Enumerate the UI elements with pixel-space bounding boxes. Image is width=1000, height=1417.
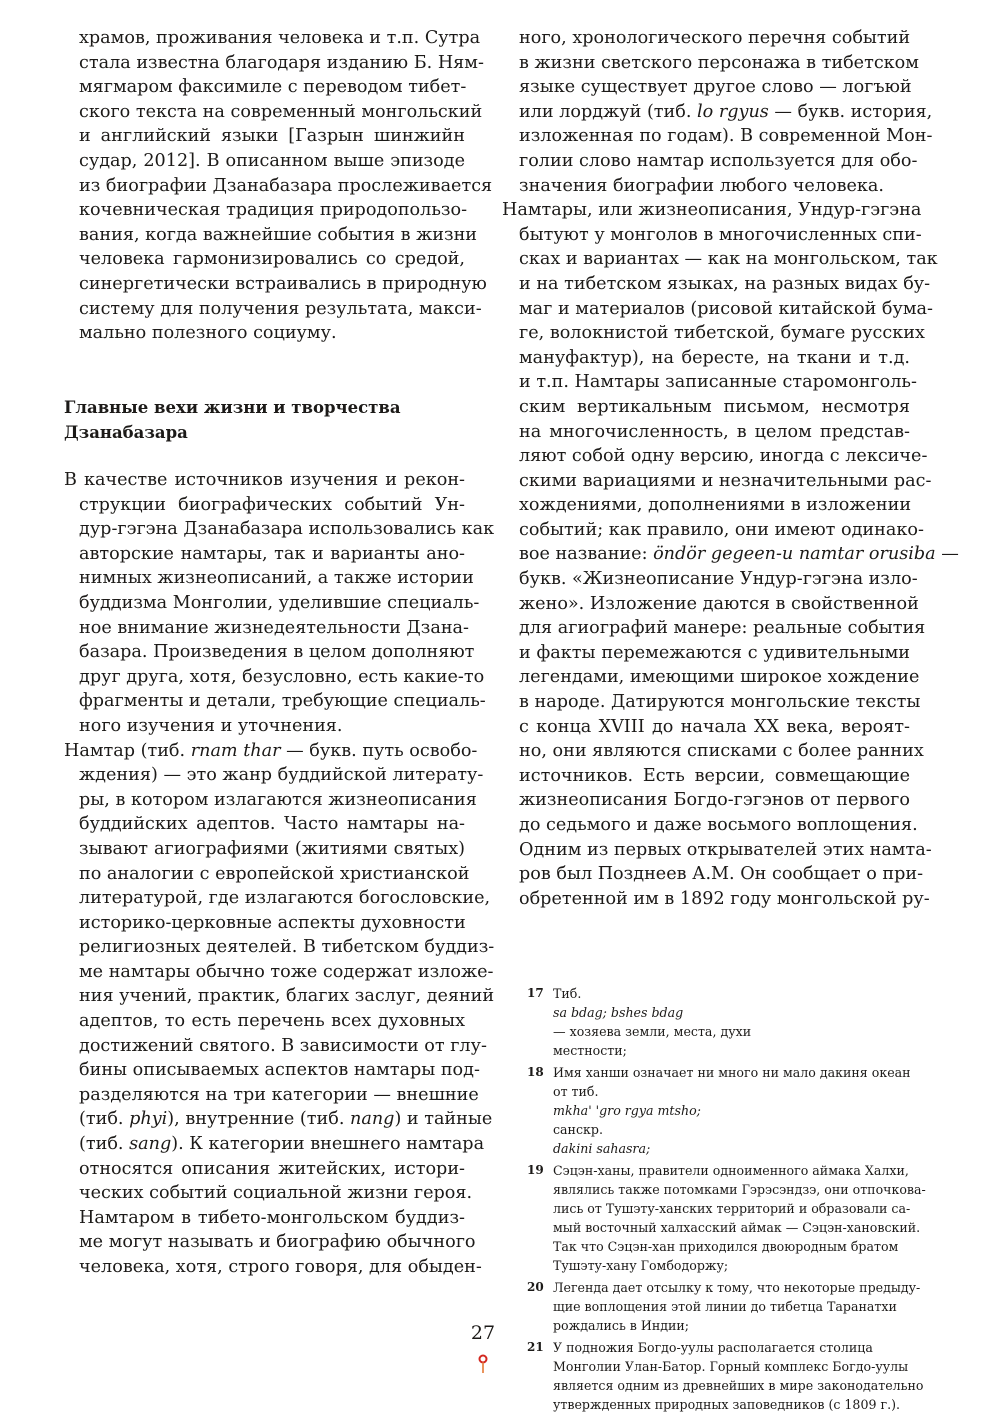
- text-line: [497, 100, 933, 125]
- text-run: ), внутренние (тиб.: [167, 1109, 351, 1130]
- text-line: [497, 542, 959, 567]
- text-line: в жизни светского персонажа в тибетском: [519, 52, 919, 73]
- mongolian-title: öndör gegeen-u namtar orusiba: [653, 544, 936, 565]
- text-line: человека, хотя, строго говоря, для обыден-: [79, 1257, 482, 1277]
- left-column-intro: [64, 26, 493, 346]
- text-run: — хозяева земли, места, духи: [553, 1024, 752, 1039]
- footnote-number: 18: [527, 1065, 544, 1079]
- page-number: 27: [470, 1322, 496, 1344]
- text-line: синергетически встраивались в природную: [79, 273, 487, 294]
- footnote-line: [553, 984, 751, 1041]
- text-line: струкции биографических событий Ун-: [79, 494, 465, 515]
- text-run: ) и тайные: [394, 1109, 493, 1130]
- footnote-text: [553, 1161, 926, 1275]
- text-line: ге, волокнистой тибетской, бумаге русских: [519, 323, 925, 344]
- footnote-line: Монголии Улан-Батор. Горный комплекс Богдо-уулы: [553, 1359, 909, 1374]
- text-run: вое название:: [519, 544, 654, 565]
- pin-marker-icon: [478, 1354, 488, 1373]
- text-run: (тиб.: [79, 1134, 130, 1155]
- footnote-number: 19: [527, 1163, 544, 1177]
- pin-marker-head: [480, 1356, 487, 1363]
- footnote-line: лись от Тушэту-ханских территорий и образовали са-: [553, 1201, 911, 1216]
- text-line: хождениями, дополнениями в изложении: [519, 495, 912, 516]
- text-line: ским вертикальным письмом, несмотря: [519, 396, 910, 417]
- right-column: [497, 26, 959, 911]
- tibetan-term: nang: [350, 1109, 395, 1130]
- text-line: языке существует другое слово — логъюй: [519, 77, 912, 98]
- footnote-text: [553, 1063, 911, 1158]
- footnote-number: 21: [527, 1340, 544, 1354]
- text-line: кочевническая традиция природопользо-: [79, 200, 468, 221]
- text-run: — букв. история,: [768, 101, 933, 122]
- text-line: буддийских адептов. Часто намтары на-: [79, 814, 465, 835]
- text-line: мануфактур), на бересте, на ткани и т.д.: [519, 347, 910, 368]
- text-line: зывают агиографиями (житиями святых): [79, 838, 465, 859]
- footnote-line: Имя ханши означает ни много ни мало дакиня океан: [553, 1065, 911, 1080]
- text-line: обретенной им в 1892 году монгольской ру-: [519, 888, 930, 909]
- text-line: ры, в котором излагаются жизнеописания: [79, 789, 477, 810]
- text-line: в народе. Датируются монгольские тексты: [519, 692, 921, 713]
- text-line: и английский языки [Газрын шинжийн: [79, 126, 465, 147]
- text-line: историко-церковные аспекты духовности: [79, 912, 466, 933]
- text-line: и т.п. Намтары записанные старомонголь-: [519, 372, 917, 393]
- footnote-line: У подножия Богдо-уулы располагается столица: [553, 1340, 873, 1355]
- text-line: систему для получения результата, макси-: [79, 298, 482, 319]
- text-line: значения биографии любого человека.: [519, 175, 884, 196]
- text-line: легендами, имеющими широкое хождение: [519, 667, 920, 688]
- footnote-text: [553, 1278, 920, 1335]
- text-line: религиозных деятелей. В тибетском буддиз-: [79, 937, 495, 958]
- footnote-number: 17: [527, 986, 544, 1000]
- text-line: достижений святого. В зависимости от глу-: [79, 1035, 487, 1056]
- footnote-17: [527, 984, 912, 1060]
- sources-paragraph: [64, 468, 495, 739]
- text-line: жено». Изложение даются в свойственной: [519, 593, 919, 614]
- text-run: — букв. путь освобо-: [280, 740, 478, 761]
- text-line: [64, 1132, 485, 1157]
- text-line: базара. Произведения в целом дополняют: [79, 642, 475, 663]
- text-run: ). К категории внешнего намтара: [171, 1134, 485, 1155]
- text-line: ского текста на современный монгольский: [79, 101, 483, 122]
- text-run: —: [935, 544, 959, 565]
- footnote-line: рождались в Индии;: [553, 1318, 690, 1333]
- text-line: человека гармонизировались со средой,: [79, 249, 465, 270]
- text-line: Намтаром в тибето-монгольском буддиз-: [79, 1207, 465, 1228]
- tibetan-term: sang: [129, 1134, 172, 1155]
- text-line: Намтары, или жизнеописания, Ундур-гэгэна: [502, 200, 922, 221]
- intro-paragraph: [64, 26, 493, 346]
- text-line: вания, когда важнейшие события в жизни: [79, 224, 478, 245]
- text-line: до седьмого и даже восьмого воплощения.: [519, 815, 918, 835]
- text-line: стала известна благодаря изданию Б. Ням-: [79, 52, 484, 73]
- variants-paragraph: [497, 198, 959, 911]
- text-line: [64, 1107, 493, 1132]
- sanskrit-term: dakini sahasra;: [553, 1141, 651, 1156]
- footnotes: [527, 984, 926, 1417]
- footnote-line: местности;: [553, 1043, 627, 1058]
- text-line: событий; как правило, они имеют одинако-: [519, 519, 924, 540]
- tibetan-term: rnam thar: [190, 740, 281, 761]
- text-line: судар, 2012]. В описанном выше эпизоде: [79, 150, 465, 171]
- text-line: и на тибетском языках, на разных видах бу-: [519, 273, 931, 294]
- text-run: санскр.: [553, 1122, 603, 1137]
- text-line: ме намтары обычно тоже содержат изложе-: [79, 961, 494, 982]
- text-line: Одним из первых открывателей этих намта-: [519, 839, 932, 860]
- footnote-line: является одним из древнейших в мире законодательно: [553, 1378, 924, 1393]
- footnote-line: являлись также потомками Гэрэсэндзэ, они отпочкова-: [553, 1182, 926, 1197]
- text-line: ное внимание жизнедеятельности Дзана-: [79, 617, 469, 638]
- tibetan-term: phyi: [129, 1109, 168, 1130]
- left-column-body: [64, 468, 495, 1280]
- text-line: ческих событий социальной жизни героя.: [79, 1183, 473, 1204]
- text-run: Тиб.: [553, 986, 582, 1001]
- tibetan-term: sa bdag; bshes bdag: [553, 1005, 684, 1020]
- text-line: авторские намтары, так и варианты ано-: [79, 543, 465, 564]
- text-line: В качестве источников изучения и рекон-: [64, 470, 465, 490]
- heading-line: Дзанабазара: [64, 422, 188, 442]
- text-line: относятся описания житейских, истори-: [79, 1158, 465, 1179]
- text-line: нимных жизнеописаний, а также истории: [79, 568, 474, 589]
- text-line: буддизма Монголии, уделившие специаль-: [79, 592, 480, 613]
- text-line: маг и материалов (рисовой китайской бума-: [519, 298, 933, 319]
- footnote-line: [553, 1082, 911, 1158]
- text-line: сках и вариантах — как на монгольском, так: [519, 249, 938, 270]
- footnote-line: щие воплощения этой линии до тибетца Таранатхи: [553, 1299, 897, 1314]
- text-line: на многочисленность, в целом представ-: [519, 421, 910, 442]
- footnote-line: утвержденных природных заповедников (с 1809 г.).: [553, 1397, 900, 1412]
- text-line: мягмаром факсимиле с переводом тибет-: [79, 77, 467, 98]
- namtar-paragraph: [64, 739, 495, 1280]
- text-run: или лорджуй (тиб.: [519, 101, 698, 122]
- text-line: изложенная по годам). В современной Мон-: [519, 126, 933, 147]
- text-run: Намтар (тиб.: [64, 740, 191, 761]
- text-line: ждения) — это жанр буддийской литерату-: [79, 765, 484, 786]
- text-line: для агиографий манере: реальные события: [519, 618, 926, 639]
- text-line: мально полезного социуму.: [79, 323, 337, 344]
- text-line: адептов, то есть перечень всех духовных: [79, 1011, 465, 1032]
- text-line: но, они являются списками с более ранних: [519, 741, 924, 762]
- footnote-text: [553, 1338, 924, 1414]
- text-line: друг друга, хотя, безусловно, есть какие-то: [79, 666, 485, 687]
- text-line: и факты перемежаются с удивительными: [519, 642, 910, 663]
- text-line: бытуют у монголов в многочисленных спи-: [519, 224, 922, 245]
- text-line: фрагменты и детали, требующие специаль-: [79, 691, 486, 712]
- text-line: ме могут называть и биографию обычного: [79, 1232, 476, 1253]
- text-line: с конца XVIII до начала XX века, вероят-: [519, 716, 910, 737]
- footnote-line: мый восточный халхасский аймак — Сэцэн-хановский.: [553, 1220, 921, 1235]
- text-line: ного, хронологического перечня событий: [519, 28, 911, 48]
- text-line: из биографии Дзанабазара прослеживается: [79, 175, 493, 196]
- tibetan-term: lo rgyus: [697, 101, 769, 122]
- footnote-text: [553, 984, 751, 1060]
- footnote-18: [527, 1063, 912, 1158]
- section-heading: [64, 396, 465, 445]
- text-line: ляют собой одну версию, иногда с лексиче-: [519, 446, 928, 467]
- footnote-line: Легенда дает отсылку к тому, что некоторые предыду-: [553, 1280, 921, 1295]
- footnote-19: [527, 1161, 926, 1275]
- text-line: [64, 739, 478, 764]
- text-line: храмов, проживания человека и т.п. Сутра: [79, 28, 481, 48]
- tibetan-term: mkha' 'gro rgya mtsho;: [553, 1103, 701, 1118]
- text-line: бины описываемых аспектов намтары под-: [79, 1060, 480, 1081]
- text-line: ного изучения и уточнения.: [79, 715, 343, 736]
- heading-line: Главные вехи жизни и творчества: [64, 398, 401, 417]
- text-run: от тиб.: [553, 1084, 599, 1099]
- text-line: букв. «Жизнеописание Ундур-гэгэна изло-: [519, 569, 918, 590]
- text-line: источников. Есть версии, совмещающие: [519, 765, 910, 786]
- text-run: (тиб.: [79, 1109, 130, 1130]
- text-line: ния учений, практик, благих заслуг, деяний: [79, 986, 495, 1007]
- footnote-line: Тушэту-хану Гомбодоржу;: [553, 1258, 729, 1273]
- footnote-21: [527, 1338, 924, 1414]
- text-line: по аналогии с европейской христианской: [79, 863, 470, 884]
- namtar-continuation-paragraph: [497, 26, 933, 198]
- text-line: скими вариациями и незначительными рас-: [519, 470, 932, 491]
- text-line: жизнеописания Богдо-гэгэнов от первого: [519, 790, 910, 811]
- footnote-line: Так что Сэцэн-хан приходился двоюродным братом: [553, 1239, 899, 1254]
- text-line: разделяются на три категории — внешние: [79, 1084, 479, 1105]
- footnote-number: 20: [527, 1280, 544, 1294]
- text-line: ров был Позднеев А.М. Он сообщает о при-: [519, 864, 924, 885]
- text-line: дур-гэгэна Дзанабазара использовались как: [79, 519, 495, 540]
- text-line: литературой, где излагаются богословские,: [79, 888, 491, 909]
- text-line: голии слово намтар используется для обо-: [519, 150, 918, 171]
- footnote-line: Сэцэн-ханы, правители одноименного аймака Халхи,: [553, 1163, 909, 1178]
- footnote-20: [527, 1278, 921, 1335]
